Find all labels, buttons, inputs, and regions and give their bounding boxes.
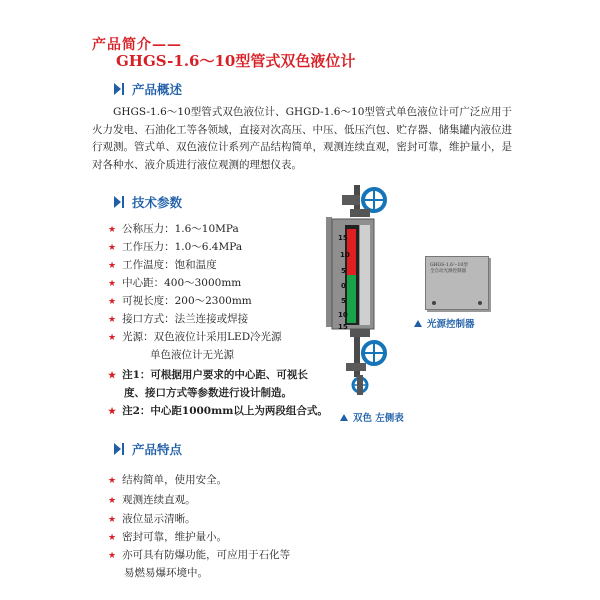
star-bullet-icon: ★ (108, 279, 117, 289)
svg-text:5: 5 (341, 267, 346, 275)
overview-paragraph: GHGS-1.6～10型管式双色液位计、GHGD-1.6～10型管式单色液位计可广泛应用于火力发电、石油化工等各领域，直接对次高压、中压、低压汽包、贮存器、储集罐内液位进行观测。管式单、双色液位计系列产品结构简单，观测连续直观，密封可靠，维护量小，是对各种水、液介质进行液位观测的理想仪表。 (92, 106, 512, 171)
features-heading-text: 产品特点 (132, 442, 183, 457)
svg-text:15: 15 (338, 323, 348, 331)
star-bullet-icon: ★ (108, 407, 117, 417)
feature-item: ★ 亦可具有防爆功能，可应用于石化等 (108, 549, 291, 561)
features-heading (114, 440, 182, 458)
feature-item-continued: 易燃易爆环境中。 (124, 567, 208, 579)
play-arrow-icon (114, 443, 121, 455)
controller-caption: 光源控制器 (414, 316, 475, 330)
svg-text:10: 10 (338, 311, 348, 319)
note-2: ★ 注2：中心距1000mm以上为两段组合式。 (108, 405, 328, 417)
star-bullet-icon: ★ (108, 315, 117, 325)
light-source-controller-image (425, 256, 489, 310)
controller-label: GHGS-1.6～10型 (430, 263, 468, 268)
feature-item: ★ 观测连续直观。 (108, 494, 196, 506)
star-bullet-icon: ★ (108, 515, 117, 525)
star-bullet-icon: ★ (108, 333, 117, 343)
star-bullet-icon: ★ (108, 496, 117, 506)
tech-heading-text: 技术参数 (132, 195, 183, 210)
controller-label: 全自动光源控制器 (430, 269, 466, 274)
note-1-continued: 度、接口方式等参数进行设计制造。 (124, 387, 292, 399)
spec-item: ★ 中心距：400～3000mm (108, 277, 242, 289)
overview-heading (114, 80, 182, 98)
tech-heading (114, 193, 182, 211)
spec-item: ★ 公称压力：1.6～10MPa (108, 223, 239, 235)
svg-text:10: 10 (340, 251, 350, 259)
play-arrow-icon (114, 83, 121, 95)
triangle-up-icon (414, 320, 422, 327)
model-title: GHGS-1.6～10型管式双色液位计 (116, 52, 356, 70)
intro-title: 产品简介—— (92, 37, 182, 53)
star-bullet-icon: ★ (108, 243, 117, 253)
gauge-caption: 双色 左侧表 (340, 410, 404, 424)
spec-item: ★ 可视长度：200～2300mm (108, 295, 252, 307)
svg-text:15: 15 (338, 234, 348, 242)
star-bullet-icon: ★ (108, 476, 117, 486)
svg-text:0: 0 (341, 282, 346, 290)
spec-item-continued: 单色液位计无光源 (150, 349, 234, 361)
feature-item: ★ 液位显示清晰。 (108, 513, 196, 525)
feature-item: ★ 密封可靠，维护量小。 (108, 531, 228, 543)
star-bullet-icon: ★ (108, 261, 117, 271)
spec-item: ★ 工作压力：1.0～6.4MPa (108, 241, 243, 253)
star-bullet-icon: ★ (108, 297, 117, 307)
spec-item: ★ 工作温度：饱和温度 (108, 259, 217, 271)
dual-color-level-gauge (320, 185, 415, 405)
spec-item: ★ 接口方式：法兰连接或焊接 (108, 313, 249, 325)
feature-item: ★ 结构简单，使用安全。 (108, 474, 228, 486)
note-1: ★ 注1：可根据用户要求的中心距、可视长 (108, 369, 308, 381)
spec-item: ★ 光源：双色液位计采用LED冷光源 (108, 331, 282, 343)
svg-text:5: 5 (341, 297, 346, 305)
star-bullet-icon: ★ (108, 371, 117, 381)
star-bullet-icon: ★ (108, 551, 117, 561)
star-bullet-icon: ★ (108, 533, 117, 543)
triangle-up-icon (340, 414, 348, 421)
play-arrow-icon (114, 196, 121, 208)
overview-heading-text: 产品概述 (132, 82, 183, 97)
star-bullet-icon: ★ (108, 225, 117, 235)
